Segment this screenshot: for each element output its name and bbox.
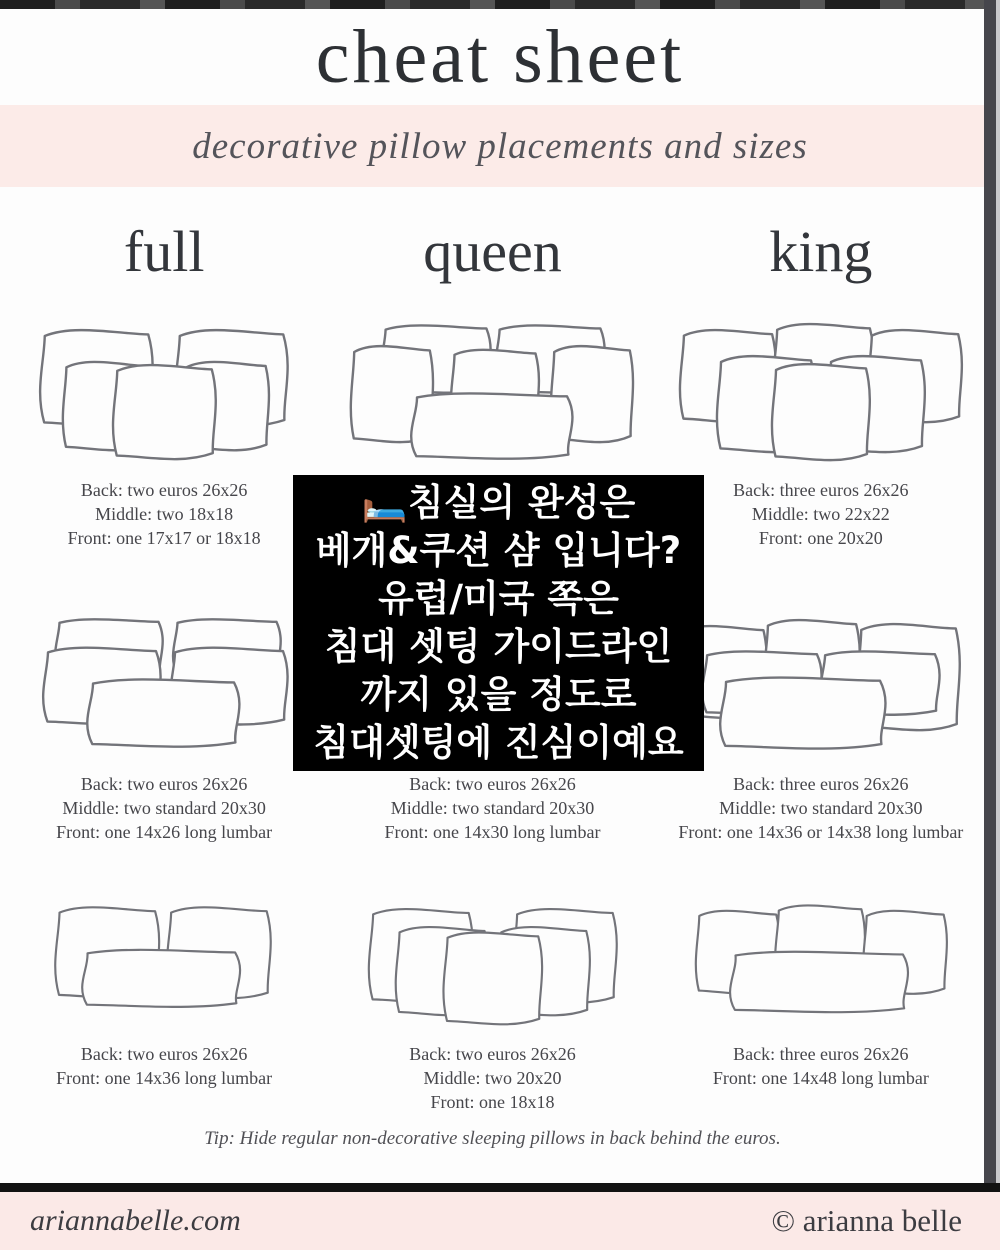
caption-line: Back: three euros 26x26 (733, 774, 909, 794)
caption-line: Front: one 17x17 or 18x18 (67, 527, 261, 548)
pillow-illustration-full-row2 (9, 612, 319, 762)
column-headers (0, 218, 985, 303)
right-edge-bar (984, 0, 996, 1250)
caption-line: Middle: two standard 20x30 (62, 797, 266, 818)
column-header-full: full (123, 219, 205, 284)
subtitle-banner (0, 105, 1000, 187)
tip-text: Tip: Hide regular non-decorative sleeping pillows in back behind the euros. (204, 1128, 781, 1149)
korean-text-overlay (293, 475, 704, 771)
caption-line: Back: two euros 26x26 (80, 1044, 248, 1064)
page-subtitle: decorative pillow placements and sizes (192, 125, 808, 167)
caption-full-row3 (56, 1043, 272, 1091)
caption-line: Front: one 14x30 long lumbar (384, 821, 601, 842)
caption-line: Back: three euros 26x26 (733, 480, 909, 500)
footer-site-url: ariannabelle.com (30, 1204, 241, 1237)
footer-copyright: © arianna belle (771, 1203, 962, 1238)
pillow-illustration-king-row1 (666, 318, 976, 468)
cropped-top-strip (0, 0, 1000, 9)
caption-king-row2 (678, 773, 963, 844)
caption-line: Back: two euros 26x26 (80, 480, 248, 500)
caption-line: Middle: two standard 20x30 (719, 797, 923, 818)
cell-full-row1 (0, 305, 328, 591)
caption-line: Back: two euros 26x26 (409, 774, 576, 794)
footer (0, 1192, 1000, 1250)
column-header-queen: queen (423, 219, 562, 284)
caption-line: Middle: two standard 20x30 (390, 797, 595, 818)
overlay-line: 침대셋팅에 진심이예요 (313, 721, 684, 764)
caption-line: Front: one 14x36 long lumbar (56, 1067, 273, 1088)
pillow-illustration-full-row1 (9, 318, 319, 468)
caption-line: Front: one 14x48 long lumbar (712, 1067, 929, 1088)
caption-line: Front: one 14x36 or 14x38 long lumbar (678, 821, 964, 842)
overlay-line: 베개&쿠션 샴 입니다? (315, 529, 682, 572)
overlay-line: 유럽/미국 쪽은 (378, 577, 619, 620)
caption-full-row2 (56, 773, 272, 844)
column-header-king: king (769, 219, 873, 284)
caption-line: Back: two euros 26x26 (409, 1044, 576, 1064)
caption-queen-row3 (409, 1043, 575, 1114)
pillow-illustration-full-row3 (9, 900, 319, 1035)
caption-line: Front: one 20x20 (758, 527, 883, 548)
cell-king-row2 (657, 595, 985, 875)
pillow-illustration-queen-row1 (337, 318, 647, 468)
grid-row-3 (0, 880, 985, 1125)
caption-line: Back: two euros 26x26 (80, 774, 248, 794)
pillow-illustration-king-row2 (666, 612, 976, 762)
page-title: cheat sheet (315, 14, 685, 99)
overlay-line: 침대 셋팅 가이드라인 (324, 625, 673, 668)
caption-queen-row2 (385, 773, 601, 844)
caption-line: Middle: two 20x20 (423, 1067, 562, 1088)
pillow-illustration-queen-row3 (337, 900, 647, 1035)
caption-king-row1 (733, 479, 908, 550)
pillow-illustration-king-row3 (666, 900, 976, 1035)
cell-king-row3 (657, 880, 985, 1125)
caption-line: Front: one 18x18 (430, 1091, 555, 1112)
caption-line: Middle: two 22x22 (751, 503, 890, 524)
caption-full-row1 (68, 479, 261, 550)
cell-king-row1 (657, 305, 985, 591)
overlay-line: 까지 있을 정도로 (360, 673, 637, 716)
cell-full-row2 (0, 595, 328, 875)
overlay-line: 🛏️침실의 완성은 (361, 481, 636, 524)
header (0, 9, 1000, 105)
caption-line: Back: three euros 26x26 (733, 1044, 909, 1064)
footer-divider (0, 1183, 1000, 1192)
cell-full-row3 (0, 880, 328, 1125)
caption-line: Front: one 14x26 long lumbar (56, 821, 273, 842)
caption-line: Middle: two 18x18 (95, 503, 234, 524)
cell-queen-row3 (328, 880, 656, 1125)
caption-king-row3 (713, 1043, 929, 1091)
right-edge-highlight (996, 0, 1000, 1250)
